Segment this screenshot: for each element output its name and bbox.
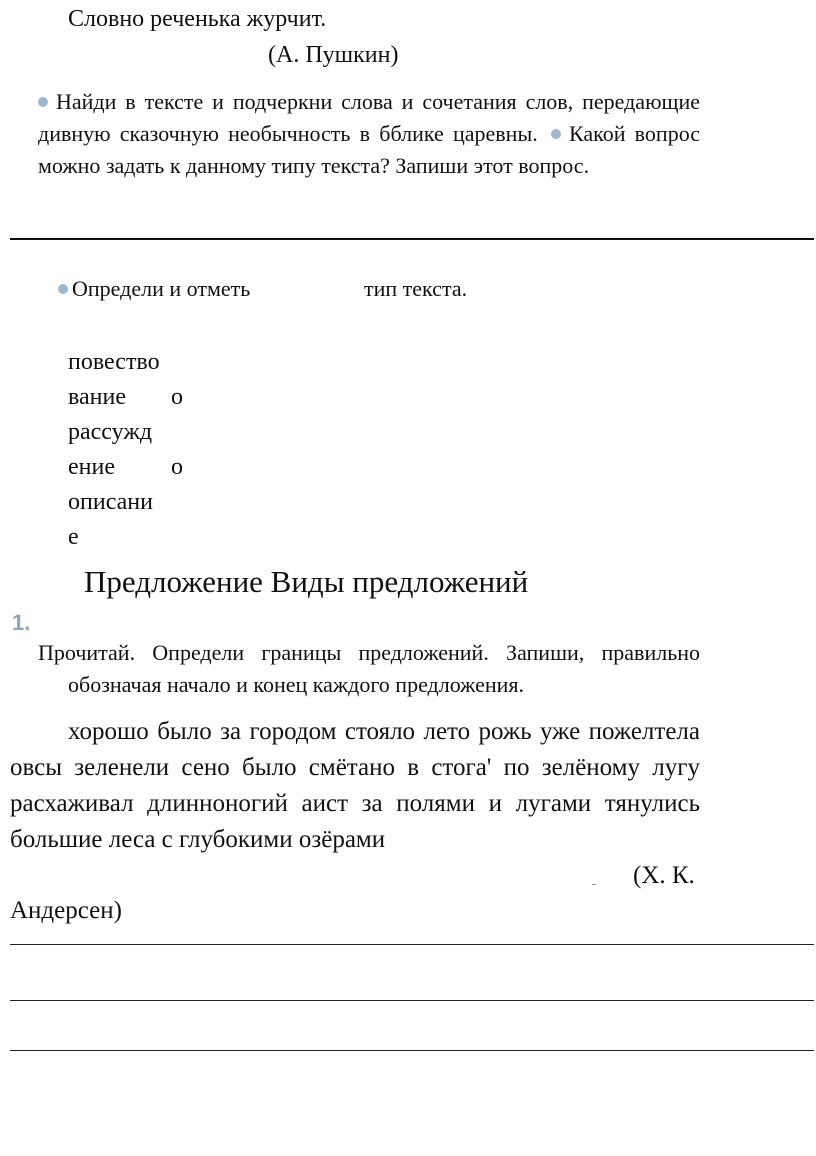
task-text-type [58, 274, 250, 304]
task-text-type-suffix: тип текста. [364, 276, 468, 301]
bullet-icon [551, 129, 561, 139]
option-reasoning-label-1: рассужд [68, 419, 153, 445]
option-reasoning-label-2: ение [68, 454, 115, 480]
answer-line[interactable] [10, 1050, 814, 1051]
task-find-words [38, 86, 700, 182]
stray-mark [592, 884, 596, 885]
poem-line: Словно реченька журчит. [68, 6, 327, 32]
option-description-label-2: е [68, 524, 79, 550]
task-read-text-content: Прочитай. Определи границы предложений. Запиши, правильно обозначая начало и конец каждого предложения. [38, 640, 700, 697]
poem-author: (А. Пушкин) [268, 42, 399, 68]
option-description-label-1: описани [68, 489, 153, 515]
bullet-icon [38, 97, 48, 107]
option-description[interactable] [68, 485, 183, 555]
option-reasoning-checkbox[interactable]: о [171, 454, 183, 480]
task-number: 1. [12, 610, 31, 635]
option-narration-label-1: повество [68, 349, 160, 375]
task-question-text: Какой вопрос можно задать к данному типу текста? Запиши этот вопрос. [38, 121, 701, 178]
text-type-options [68, 345, 183, 555]
story-attribution-part2: Андерсен) [10, 897, 122, 924]
option-narration-label-2: вание [68, 384, 127, 410]
story-attribution-part1: (Х. К. [633, 862, 695, 889]
story-text: хорошо было за городом стояло лето рожь уже пожелтела овсы зеленели сено было смётано в стога' по зелёному лугу расхаживал длинноногий аист за полями и лугами тянулись большие леса с глубокими озёрами [10, 718, 700, 853]
answer-line[interactable] [10, 1000, 814, 1001]
option-reasoning[interactable] [68, 415, 183, 485]
section-title: Предложение Виды предложений [84, 564, 529, 599]
task-text-type-prompt: Определи и отметь [72, 276, 251, 301]
task-find-words-text: Найди в тексте и подчеркни слова и сочетания слов, передающие дивную сказочную необычность в бблике царевны. [38, 89, 700, 146]
answer-line[interactable] [10, 238, 814, 240]
task-read-text [38, 605, 700, 701]
bullet-icon [58, 284, 68, 294]
answer-line[interactable] [10, 944, 814, 945]
option-narration-checkbox[interactable]: о [171, 384, 183, 410]
option-narration[interactable] [68, 345, 183, 415]
